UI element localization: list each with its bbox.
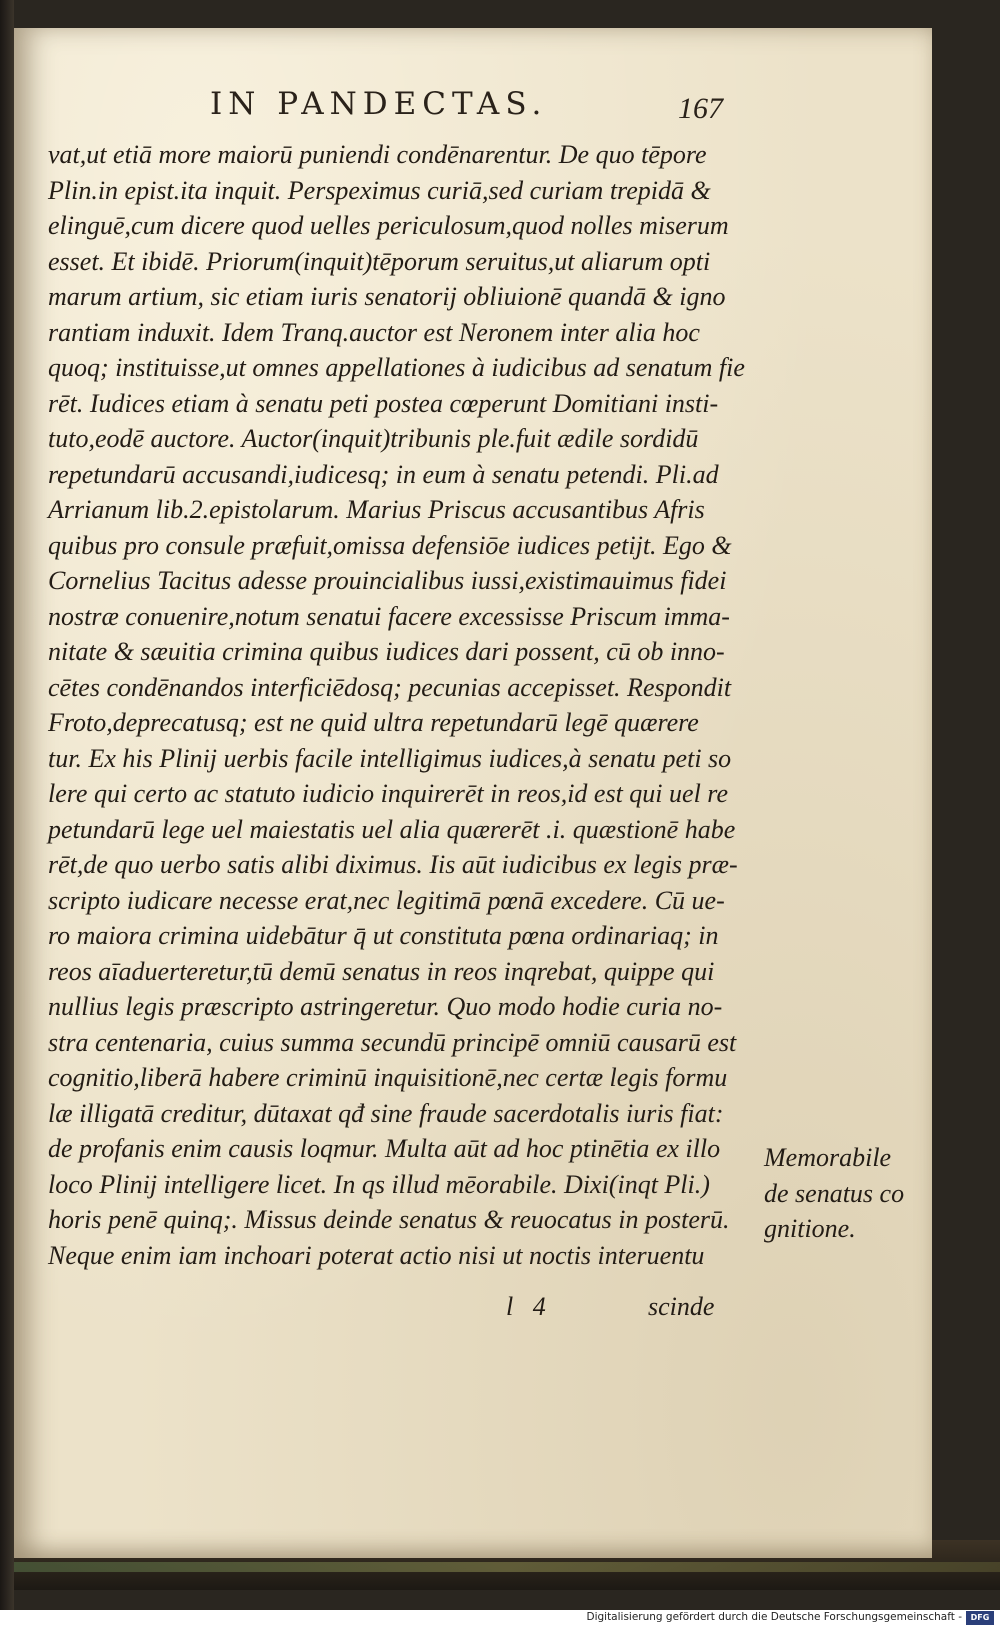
text-line: nullius legis præscripto astringeretur. Quo modo hodie curia no-	[48, 992, 723, 1021]
text-line: rēt. Iudices etiam à senatu peti postea cœperunt Domitiani insti-	[48, 388, 719, 418]
text-line: Arrianum lib.2.epistolarum. Marius Priscus accusantibus Afris	[48, 495, 705, 524]
text-line: Cornelius Tacitus adesse prouincialibus iussi,existimauimus fidei	[48, 566, 727, 595]
digitization-credit: Digitalisierung gefördert durch die Deutsche Forschungsgemeinschaft -	[586, 1611, 962, 1623]
marginal-note	[764, 1140, 924, 1247]
text-line: repetundarū accusandi,iudicesq; in eum à senatu petendi. Pli.ad	[48, 459, 719, 489]
text-line: rēt,de quo uerbo satis alibi diximus. Iis aūt iudicibus ex legis præ-	[48, 850, 738, 879]
text-line: ro maiora crimina uidebātur q̄ ut constituta pœna ordinariaq; in	[48, 921, 719, 950]
edge-stripe	[14, 1562, 1000, 1572]
text-line: lere qui certo ac statuto iudicio inquirerēt in reos,id est qui uel re	[48, 779, 728, 808]
body-text	[48, 137, 748, 1273]
text-line: tuto,eodē auctore. Auctor(inquit)tribunis ple.fuit ædile sordidū	[48, 424, 699, 453]
text-line: vat,ut etiā more maiorū puniendi condēnarentur. De quo tēpore	[48, 140, 707, 169]
text-line: scripto iudicare necesse erat,nec legitimā pœnā excedere. Cū ue-	[48, 885, 725, 915]
text-line: rantiam induxit. Idem Tranq.auctor est Neronem inter alia hoc	[48, 317, 700, 347]
text-line: Froto,deprecatusq; est ne quid ultra repetundarū legē quærere	[48, 708, 699, 737]
text-line: cognitio,liberā habere criminū inquisitionē,nec certæ legis formu	[48, 1063, 728, 1092]
text-line: de profanis enim causis loqmur. Multa aūt ad hoc ptinētia ex illo	[48, 1134, 721, 1163]
text-line: nitate & sæuitia crimina quibus iudices dari possent, cū ob inno-	[48, 637, 725, 666]
text-line: Plin.in epist.ita inquit. Perspeximus curiā,sed curiam trepidā &	[48, 175, 711, 205]
text-line: cētes condēnandos interficiēdosq; pecunias accepisset. Respondit	[48, 672, 732, 702]
text-line: elinguē,cum dicere quod uelles periculosum,quod nolles miserum	[48, 211, 729, 240]
marginal-note-line: de senatus co	[764, 1178, 905, 1208]
text-line: stra centenaria, cuius summa secundū principē omniū causarū est	[48, 1027, 737, 1057]
folio-number: 167	[678, 92, 723, 125]
text-line: læ illigatā creditur, dūtaxat qđ sine fraude sacerdotalis iuris fiat:	[48, 1098, 724, 1128]
text-line: Neque enim iam inchoari poterat actio nisi ut noctis interuentu	[48, 1240, 705, 1270]
text-line: quibus pro consule præfuit,omissa defensiōe iudices petijt. Ego &	[48, 530, 732, 560]
marginal-note-line: gnitione.	[764, 1214, 856, 1243]
text-line: tur. Ex his Plinij uerbis facile intelligimus iudices,à senatu peti so	[48, 743, 732, 773]
dfg-logo: DFG	[966, 1611, 994, 1625]
running-head: IN PANDECTAS.	[210, 86, 548, 122]
text-line: reos aīaduerteretur,tū demū senatus in reos inqrebat, quippe qui	[48, 956, 715, 986]
text-line: horis penē quinq;. Missus deinde senatus & reuocatus in posterū.	[48, 1205, 730, 1234]
marginal-note-line: Memorabile	[764, 1143, 892, 1172]
text-line: marum artium, sic etiam iuris senatorij obliuionē quandā & igno	[48, 282, 726, 311]
text-line: loco Plinij intelligere licet. In qs illud mēorabile. Dixi(inqt Pli.)	[48, 1169, 710, 1199]
signature-mark: l 4	[506, 1292, 546, 1321]
text-line: petundarū lege uel maiestatis uel alia quærerēt .i. quæstionē habe	[48, 814, 736, 844]
text-line: esset. Et ibidē. Priorum(inquit)tēporum seruitus,ut aliarum opti	[48, 246, 711, 276]
catchword: scinde	[648, 1292, 715, 1321]
text-line: quoq; instituisse,ut omnes appellationes à iudicibus ad senatum fie	[48, 353, 745, 382]
text-line: nostræ conuenire,notum senatui facere excessisse Priscum imma-	[48, 601, 730, 631]
binding-shadow	[0, 0, 14, 1610]
